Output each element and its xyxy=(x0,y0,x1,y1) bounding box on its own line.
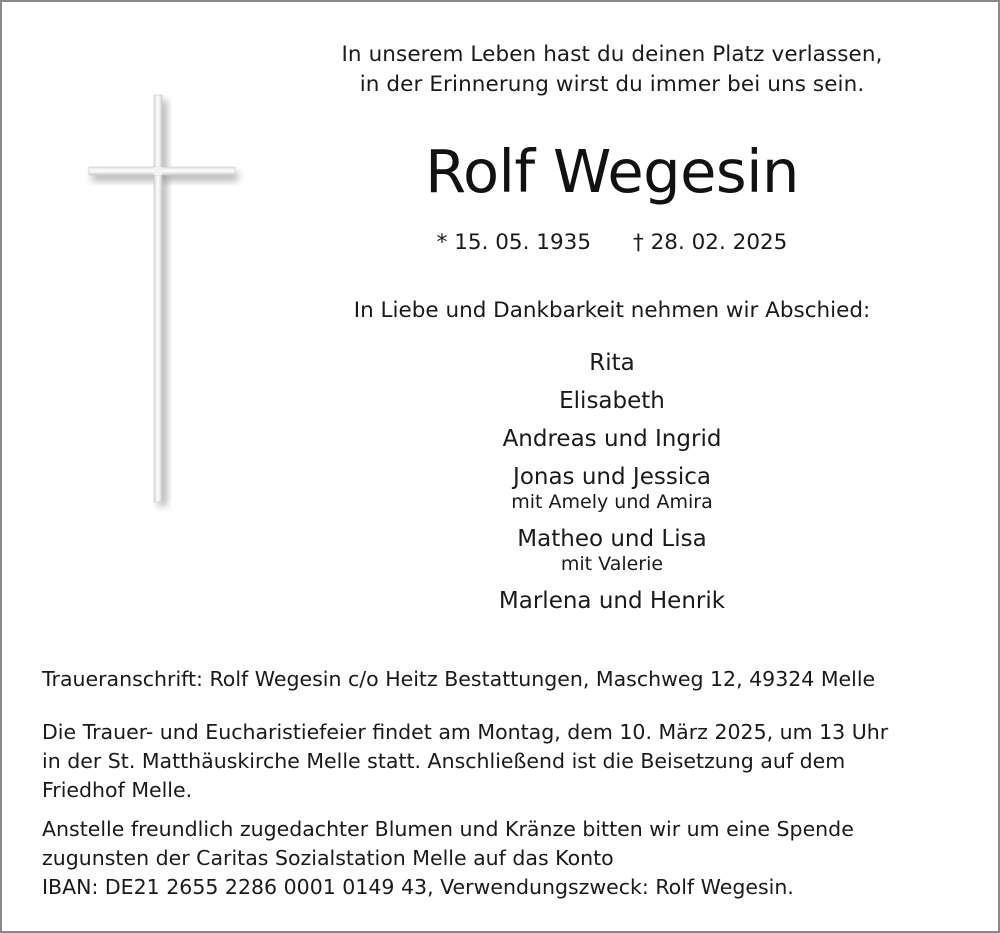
service-line: Die Trauer- und Eucharistiefeier findet am Montag, dem 10. März 2025, um 13 Uhr xyxy=(42,720,889,744)
mourner: Andreas und Ingrid xyxy=(502,426,722,452)
life-dates xyxy=(312,228,912,258)
mourner: Jonas und Jessica xyxy=(513,464,711,490)
mourner-sub: mit Valerie xyxy=(560,553,664,575)
mourner: Marlena und Henrik xyxy=(498,588,726,614)
deceased-name: Rolf Wegesin xyxy=(425,137,799,206)
mourner: Rita xyxy=(589,350,635,376)
mourner-sub: mit Amely und Amira xyxy=(511,491,713,513)
address-line: Traueranschrift: Rolf Wegesin c/o Heitz Bestattungen, Maschweg 12, 49324 Melle xyxy=(42,667,876,691)
donation-info xyxy=(42,815,962,902)
donation-line: zugunsten der Caritas Sozialstation Melle auf das Konto xyxy=(42,846,614,870)
motto-line: in der Erinnerung wirst du immer bei uns sein. xyxy=(359,72,865,97)
service-line: in der St. Matthäuskirche Melle statt. Anschließend ist die Beisetzung auf dem xyxy=(42,749,846,773)
service-line: Friedhof Melle. xyxy=(42,778,193,802)
cross-icon xyxy=(2,2,262,522)
mourners-list xyxy=(312,344,912,620)
birth-date: * 15. 05. 1935 xyxy=(436,230,591,255)
motto xyxy=(312,40,912,100)
death-date: † 28. 02. 2025 xyxy=(633,230,788,255)
mourning-address xyxy=(42,665,962,694)
motto-line: In unserem Leben hast du deinen Platz verlassen, xyxy=(341,42,883,67)
farewell-intro: In Liebe und Dankbarkeit nehmen wir Abschied: xyxy=(353,298,871,323)
donation-line: Anstelle freundlich zugedachter Blumen und Kränze bitten wir um eine Spende xyxy=(42,817,854,841)
mourner: Matheo und Lisa xyxy=(517,526,707,552)
service-info xyxy=(42,718,962,805)
donation-line: IBAN: DE21 2655 2286 0001 0149 43, Verwendungszweck: Rolf Wegesin. xyxy=(42,875,794,899)
mourner: Elisabeth xyxy=(559,388,665,414)
